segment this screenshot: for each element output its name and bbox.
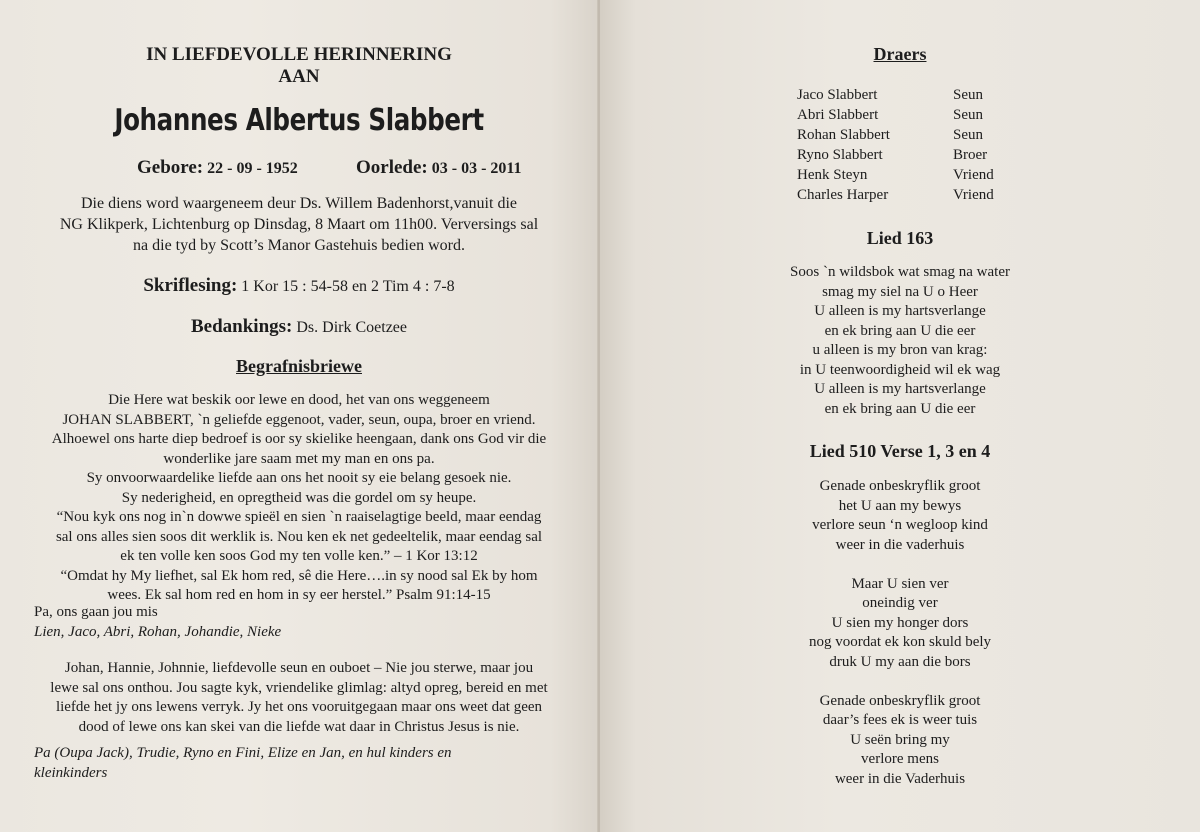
letter-line: Die Here wat beskik oor lewe en dood, het van ons weggeneem [108, 392, 490, 408]
memorial-title [0, 44, 598, 88]
bearer-relation: Seun [953, 127, 983, 143]
bearer-name: Rohan Slabbert [797, 127, 890, 143]
memorial-title-line2: AAN [278, 66, 320, 87]
hymn-1-lyrics [600, 263, 1200, 419]
right-page [600, 0, 1200, 832]
hymn-2-title: Lied 510 Verse 1, 3 en 4 [809, 441, 991, 461]
letters-title: Begrafnisbriewe [236, 356, 362, 376]
born-line [137, 157, 298, 179]
died-line [356, 157, 522, 179]
hymn-line: smag my siel na U o Heer [822, 283, 978, 300]
hymn-line: verlore seun ‘n wegloop kind [812, 517, 988, 533]
letter-2-signed-line: Pa (Oupa Jack), Trudie, Ryno en Fini, Elize en Jan, en hul kinders en [34, 745, 452, 761]
bearer-name: Abri Slabbert [797, 107, 879, 123]
letter-1-closing: Pa, ons gaan jou mis [34, 604, 158, 620]
service-line: NG Klikperk, Lichtenburg op Dinsdag, 8 Maart om 11h00. Verversings sal [59, 216, 539, 233]
hymn-line: daar’s fees ek is weer tuis [822, 712, 978, 728]
service-line: Die diens word waargeneem deur Ds. Willem Badenhorst,vanuit die [81, 195, 517, 212]
hymn-1-title: Lied 163 [866, 228, 934, 248]
letter-line: “Omdat hy My liefhet, sal Ek hom red, sê die Here….in sy nood sal Ek by hom [60, 567, 538, 584]
thanks [0, 316, 598, 338]
hymn-line: druk U my aan die bors [829, 653, 971, 670]
died-label: Oorlede: [356, 157, 428, 178]
letter-line: ek ten volle ken soos God my ten volle ken.” – 1 Kor 13:12 [120, 548, 478, 564]
bearers-table [797, 85, 994, 205]
hymn-line: nog voordat ek kon skuld bely [808, 634, 992, 650]
reading-text: 1 Kor 15 : 54-58 en 2 Tim 4 : 7-8 [241, 278, 455, 295]
bearer-row [797, 85, 994, 105]
hymn-line: U alleen is my hartsverlange [814, 303, 986, 319]
letter-line: Sy onvoorwaardelike liefde aan ons het nooit sy eie belang gesoek nie. [86, 470, 512, 486]
hymn-line: het U aan my bewys [838, 497, 962, 514]
letter-1-signoff [34, 603, 281, 642]
thanks-label: Bedankings: [190, 316, 293, 337]
letter-line: Sy nederigheid, en opregtheid was die gordel om sy heupe. [121, 489, 477, 506]
bearer-name: Henk Steyn [797, 167, 868, 183]
letter-2 [0, 659, 598, 737]
hymn-2-lyrics [600, 477, 1200, 809]
bearer-name: Ryno Slabbert [797, 147, 883, 163]
bearer-row [797, 125, 994, 145]
service-info [0, 193, 598, 256]
hymn-line: Genade onbeskryflik groot [819, 478, 981, 494]
bearers-title: Draers [873, 44, 927, 64]
born-label: Gebore: [137, 157, 204, 178]
reading-label: Skriflesing: [143, 275, 238, 296]
hymn-line: in U teenwoordigheid wil ek wag [799, 361, 1001, 378]
hymn-line: U sien my honger dors [831, 614, 969, 631]
bearer-relation: Seun [953, 107, 983, 123]
memorial-title-line1: IN LIEFDEVOLLE HERINNERING [146, 44, 452, 65]
scripture-reading [0, 275, 598, 297]
letter-2-signed-line: kleinkinders [34, 764, 108, 781]
hymn-line: en ek bring aan U die eer [824, 322, 976, 339]
letter-line: wonderlike jare saam met my man en ons pa. [163, 450, 435, 467]
letter-line: JOHAN SLABBERT, `n geliefde eggenoot, vader, seun, oupa, broer en vriend. [62, 411, 536, 428]
hymn-line: Maar U sien ver [851, 575, 949, 592]
letter-line: dood of lewe ons kan skei van die liefde wat daar in Christus Jesus is nie. [78, 718, 520, 735]
hymn-line: Soos `n wildsbok wat smag na water [790, 264, 1010, 280]
hymn-2-stanza-3 [600, 692, 1200, 790]
bearer-name: Charles Harper [797, 187, 889, 203]
hymn-line: oneindig ver [862, 595, 938, 611]
hymn-line: verlore mens [861, 751, 939, 767]
bearer-relation: Seun [953, 87, 983, 103]
letter-line: lewe sal ons onthou. Jou sagte kyk, vriendelike glimlag: altyd opreg, bereid en met [50, 679, 548, 696]
letter-line: Johan, Hannie, Johnnie, liefdevolle seun en ouboet – Nie jou sterwe, maar jou [64, 660, 534, 676]
letter-1-signed: Lien, Jaco, Abri, Rohan, Johandie, Nieke [34, 623, 282, 640]
bearer-row [797, 145, 994, 165]
hymn-line: weer in die vaderhuis [835, 536, 965, 553]
bearer-relation: Vriend [953, 187, 994, 203]
letter-line: sal ons alles sien soos dit werklik is. Nou ken ek net gedeeltelik, maar eendag sal [55, 528, 543, 545]
letter-line: wees. Ek sal hom red en hom in sy eer herstel.” Psalm 91:14-15 [107, 587, 491, 603]
bearer-row [797, 185, 994, 205]
hymn-2-stanza-1 [600, 477, 1200, 555]
hymn-2-stanza-2 [600, 575, 1200, 673]
hymn-line: weer in die Vaderhuis [834, 770, 966, 787]
bearer-row [797, 165, 994, 185]
bearer-row [797, 105, 994, 125]
deceased-name: Johannes Albertus Slabbert [114, 103, 484, 138]
letter-line: “Nou kyk ons nog in`n dowwe spieël en sien `n raaiselagtige beeld, maar eendag [56, 509, 542, 525]
letter-2-signed [34, 744, 452, 783]
hymn-line: U alleen is my hartsverlange [814, 381, 986, 397]
service-line: na die tyd by Scott’s Manor Gastehuis bedien word. [133, 237, 465, 254]
bearer-relation: Broer [953, 147, 988, 163]
bearer-name: Jaco Slabbert [797, 87, 878, 103]
hymn-line: u alleen is my bron van krag: [812, 342, 988, 358]
born-date: 22 - 09 - 1952 [207, 160, 298, 177]
letter-line: liefde het jy ons lewens verryk. Jy het ons vooruitgegaan maar ons weet dat geen [55, 699, 543, 715]
hymn-line: en ek bring aan U die eer [824, 400, 976, 417]
letter-1 [0, 391, 598, 606]
letter-line: Alhoewel ons harte diep bedroef is oor sy skielike heengaan, dank ons God vir die [51, 431, 547, 447]
died-date: 03 - 03 - 2011 [431, 160, 522, 177]
thanks-text: Ds. Dirk Coetzee [296, 319, 407, 336]
hymn-line: Genade onbeskryflik groot [819, 692, 981, 709]
deceased-name-block [0, 103, 598, 138]
bearer-relation: Vriend [953, 167, 994, 183]
left-page [0, 0, 598, 832]
hymn-line: U seën bring my [850, 731, 950, 748]
